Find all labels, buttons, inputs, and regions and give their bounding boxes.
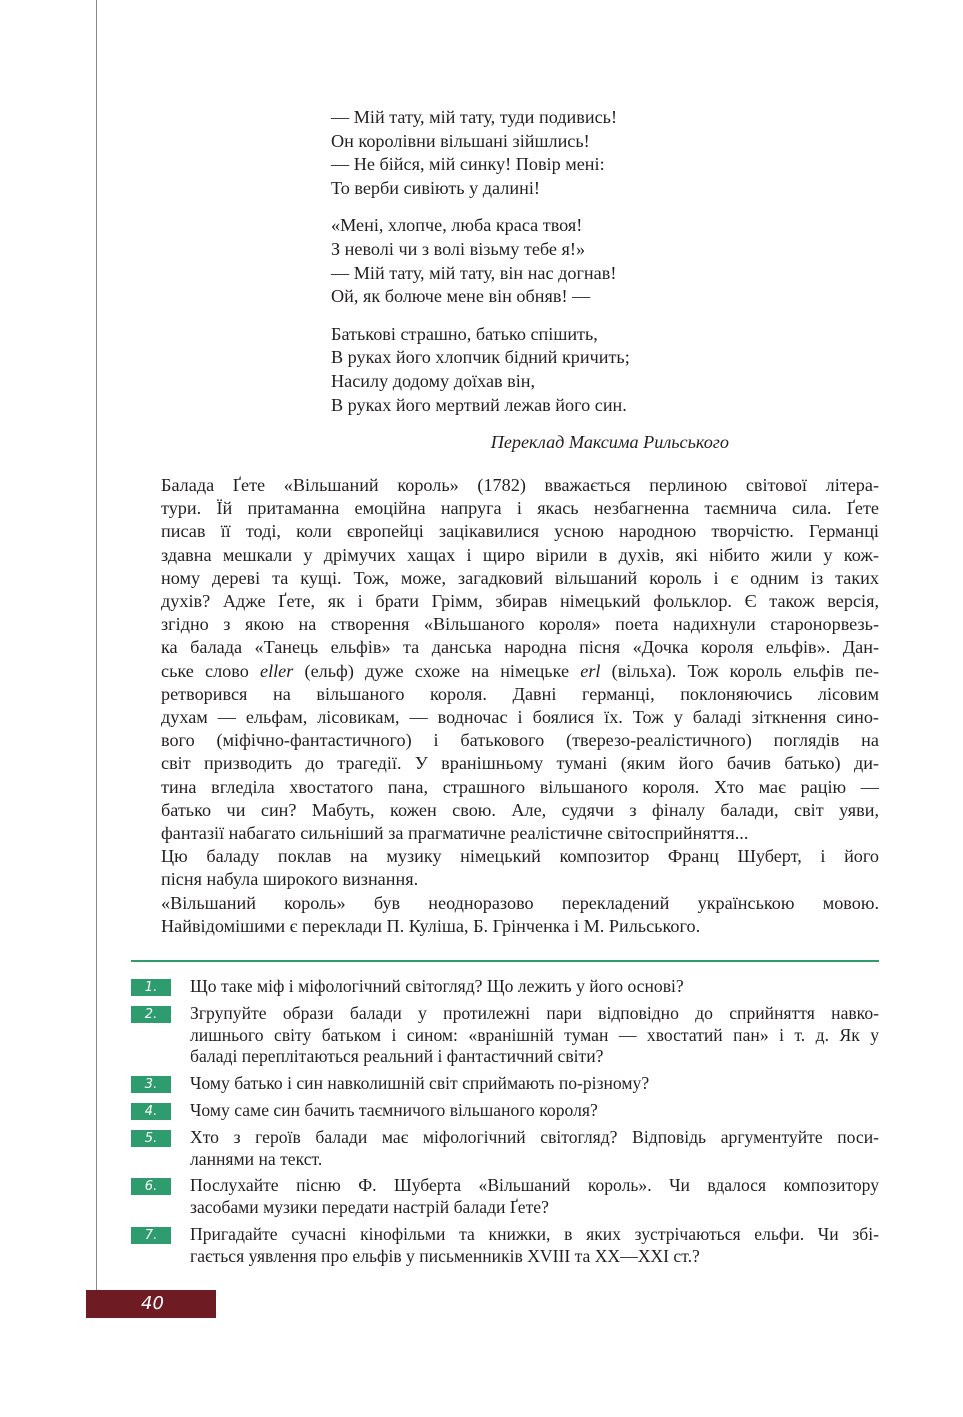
poem-line: — Мій тату, мій тату, він нас догнав! [331,262,617,283]
article-line: світ призводить до трагедії. У вранішньому тумані (яким його бачив батько) ди- [161,753,879,774]
article-line: ське слово eller (ельф) дуже схоже на німецьке erl (вільха). Тож король ельфів пе- [161,660,879,681]
question-line: Чому саме син бачить таємничого вільшаного короля? [190,1099,598,1120]
poem-stanza [331,323,751,417]
translation-credit: Переклад Максима Рильського [490,432,729,453]
poem-line: З неволі чи з волі візьму тебе я!» [331,238,586,259]
article-line: духам — ельфам, лісовикам, — водночас і боялися їх. Тож у баладі зіткнення сино- [161,707,879,728]
poem-line: Батькові страшно, батько спішить, [331,323,598,344]
article-line: тури. Їй притаманна емоційна напруга і якась незбагненна таємнича сила. Ґете [161,498,879,519]
poem-line: Он королівни вільшані зійшлись! [331,130,590,151]
article-paragraph [131,892,879,938]
article-line: згідно з якою на створення «Вільшаного короля» поета надихнули старонорвезь- [161,614,879,635]
page-number: 40 [86,1290,216,1318]
article-paragraph [131,845,879,891]
question-number-badge: 7. [131,1227,171,1244]
question-number-badge: 4. [131,1103,171,1120]
poem-line: В руках його мертвий лежав його син. [331,394,627,415]
question-item [131,1175,879,1219]
article-line: писав її тоді, коли європейці зацікавилися усною народною творчістю. Германці [161,521,879,542]
question-text [190,1127,879,1171]
section-divider [131,960,879,962]
question-line: Пригадайте сучасні кінофільми та книжки, в яких зустрічаються ельфи. Чи збі- [190,1223,879,1244]
question-line: Згрупуйте образи балади у протилежні пари відповідно до сприйняття навко- [190,1002,879,1023]
article-line: пісня набула широкого визнання. [161,869,419,890]
question-text [190,976,879,998]
poem-line: «Мені, хлопче, люба краса твоя! [331,215,583,236]
poem-line: В руках його хлопчик бідний кричить; [331,347,630,368]
question-line: засобами музики передати настрій балади Ґете? [190,1197,549,1218]
article-line: ка балада «Танець ельфів» та данська народна пісня «Дочка короля ельфів». Дан- [161,637,879,658]
poem-stanza [331,106,751,200]
question-text [190,1073,879,1095]
article-line: Цю баладу поклав на музику німецький композитор Франц Шуберт, і його [161,846,879,867]
article-line: здавна мешкали у дрімучих хащах і щиро вірили в духів, які нібито жили у кож- [161,544,879,565]
question-line: Що таке міф і міфологічний світогляд? Що лежить у його основі? [190,976,684,996]
article-line: вого (міфічно-фантастичного) і батькового (тверезо-реалістичного) поглядів на [161,730,879,751]
article-line: ретворився на вільшаного короля. Давні германці, поклоняючись лісовим [161,683,879,704]
poem-line: Насилу додому доїхав він, [331,370,536,391]
question-number-badge: 6. [131,1178,171,1195]
question-line: баладі переплітаються реальний і фантастичний світи? [190,1046,604,1067]
question-number-badge: 3. [131,1076,171,1093]
article-line: ному дереві та кущі. Тож, може, загадковий вільшаний король і є одним із таких [161,567,879,588]
article-line: духів? Адже Ґете, як і брати Грімм, збирав німецький фольклор. Є також версія, [161,591,879,612]
article-line: Балада Ґете «Вільшаний король» (1782) вважається перлиною світової літера- [161,475,879,495]
question-line: Послухайте пісню Ф. Шуберта «Вільшаний король». Чи вдалося композитору [190,1175,879,1196]
article-line: Найвідомішими є переклади П. Куліша, Б. Грінченка і М. Рильського. [161,915,701,936]
poem-line: Ой, як болюче мене він обняв! — [331,286,591,307]
poem-stanza [331,214,751,308]
question-number-badge: 1. [131,979,171,996]
article-line: «Вільшаний король» був неодноразово перекладений українською мовою. [161,892,879,913]
questions-list [131,976,879,1273]
poem-line: — Не бійся, мій синку! Повір мені: [331,154,605,175]
page-margin-line [96,0,97,1290]
question-text [190,1100,879,1122]
article-line: батько чи син? Мабуть, кожен свою. Але, судячи з фіналу балади, світ уяви, [161,799,879,820]
question-line: Чому батько і син навколишній світ сприймають по-різному? [190,1073,650,1094]
question-number-badge: 2. [131,1006,171,1023]
question-line: ланнями на текст. [190,1148,323,1169]
article-line: фантазії набагато сильніший за прагматичне реалістичне світосприйняття... [161,823,749,844]
question-number-badge: 5. [131,1130,171,1147]
question-item [131,1003,879,1068]
question-text [190,1003,879,1068]
poem-line: — Мій тату, мій тату, туди подивись! [331,107,617,127]
poem [331,106,751,455]
question-text [190,1224,879,1268]
question-item [131,1073,879,1095]
question-line: гається уявлення про ельфів у письменників XVIII та XX—XXI ст.? [190,1245,700,1266]
question-text [190,1175,879,1219]
article-line: тина вгледіла хвостатого пана, страшного вільшаного короля. Хто має рацію — [161,776,879,797]
question-item [131,1127,879,1171]
article-text [131,474,879,938]
article-paragraph [131,474,879,845]
poem-line: То верби сивіють у далині! [331,177,540,198]
question-item [131,1100,879,1122]
question-item [131,1224,879,1268]
question-item [131,976,879,998]
question-line: лишнього світу батьком і сином: «вранішній туман — хвостатий пан» і т. д. Як у [190,1024,879,1045]
question-line: Хто з героїв балади має міфологічний світогляд? Відповідь аргументуйте поси- [190,1126,879,1147]
